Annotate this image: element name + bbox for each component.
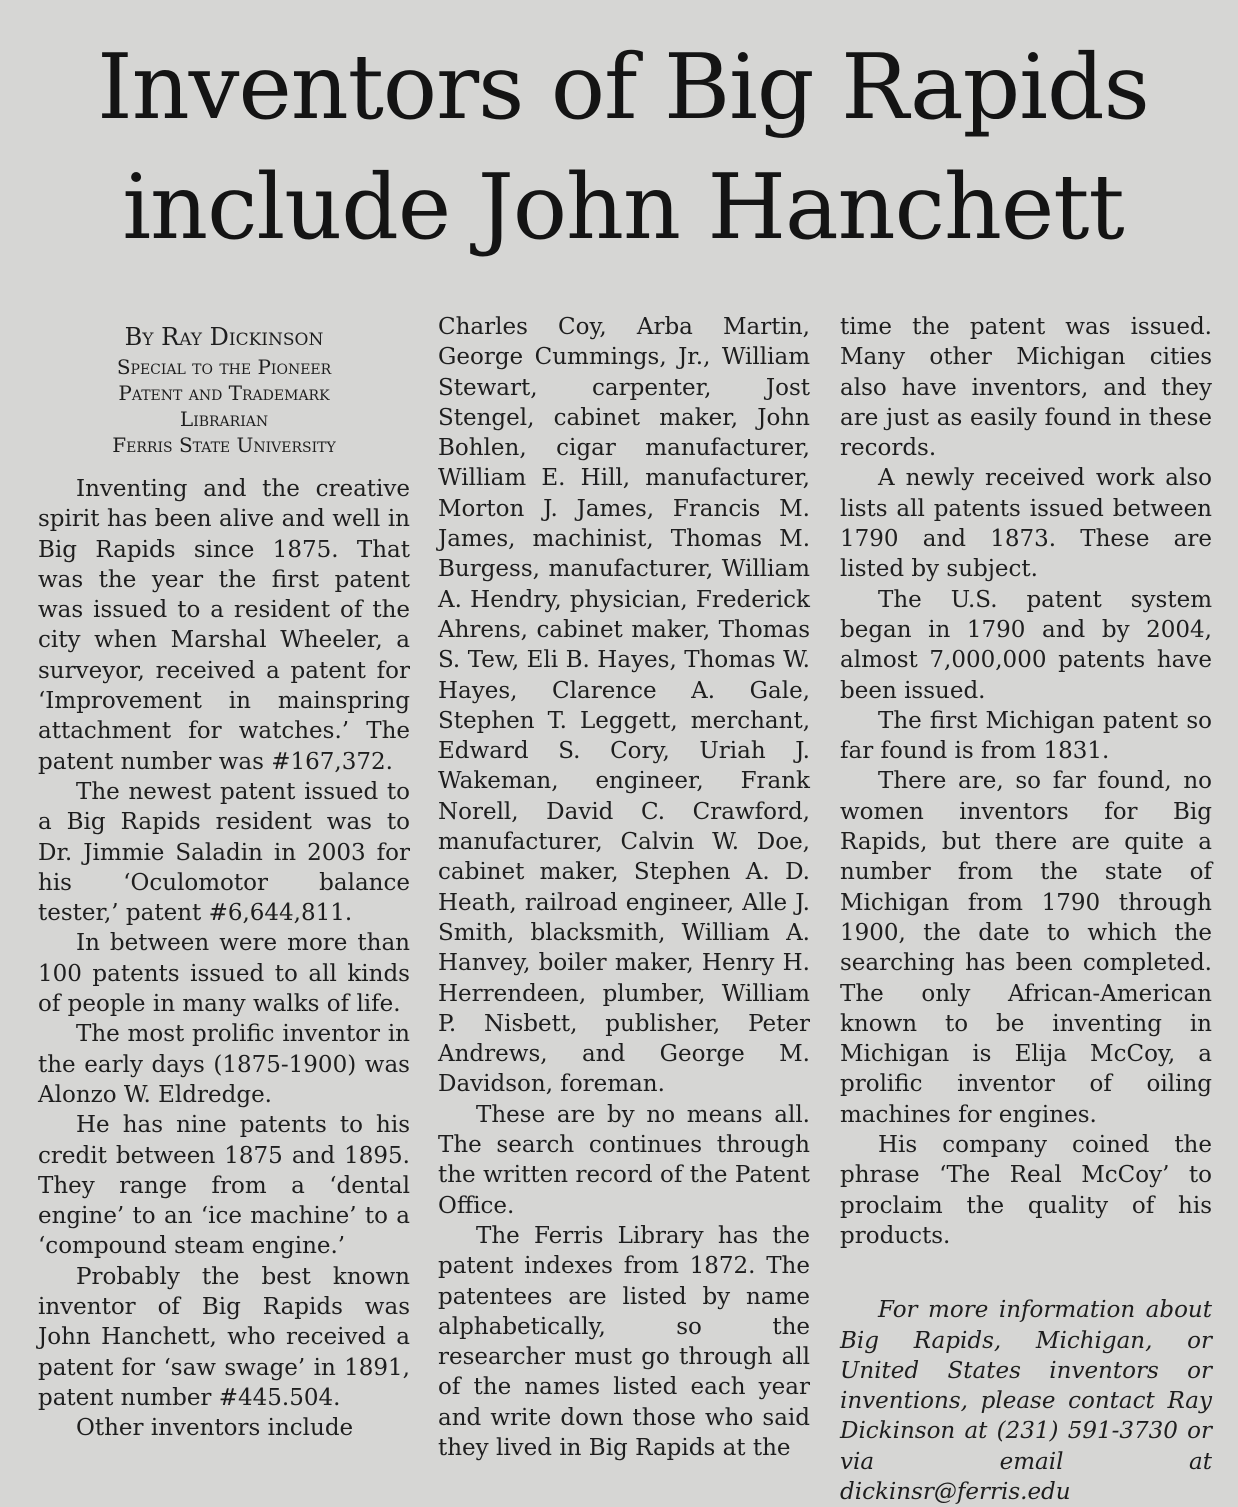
byline-line: Patent and Trademark — [118, 381, 330, 405]
byline-line: Ferris State University — [112, 433, 336, 457]
paragraph: These are by no means all. The search continues through the written record of the Patent Office. — [438, 1101, 810, 1219]
paragraph: Other inventors include — [76, 1415, 354, 1442]
paragraph: There are, so far found, no women inventors for Big Rapids, but there are quite a number from the state of Michigan from 1790 through 1900, the date to which the searching has been completed. The only African-American known to be inventing in Michigan is Elija McCoy, a prolific inventor of oiling machines for engines. — [840, 768, 1212, 1128]
paragraph: The newest patent issued to a Big Rapids resident was to Dr. Jimmie Saladin in 2003 for his ‘Oculomotor balance tester,’ patent #6,644,811. — [38, 778, 410, 927]
paragraph: time the patent was issued. Many other Michigan cities also have inventors, and they are just as easily found in these records. — [840, 314, 1212, 462]
paragraph: The most prolific inventor in the early days (1875-1900) was Alonzo W. Eldredge. — [38, 1021, 410, 1108]
paragraph: Probably the best known inventor of Big Rapids was John Hanchett, who received a patent for ‘saw swage’ in 1891, patent number #445.504. — [38, 1263, 410, 1411]
paragraph: The U.S. patent system began in 1790 and by 2004, almost 7,000,000 patents have been issued. — [840, 586, 1212, 704]
paragraph: The first Michigan patent so far found is from 1831. — [840, 707, 1212, 765]
byline-line: Librarian — [179, 407, 269, 431]
author-name: By Ray Dickinson — [124, 323, 324, 351]
paragraph: A newly received work also lists all patents issued between 1790 and 1873. These are listed by subject. — [840, 465, 1212, 583]
headline: Inventors of Big Rapids include John Hanchett — [97, 35, 1149, 260]
byline-line: Special to the Pioneer — [116, 355, 332, 379]
paragraph: He has nine patents to his credit between 1875 and 1895. They range from a ‘dental engine’ to an ‘ice machine’ to a ‘compound steam engine.’ — [38, 1112, 410, 1260]
contact-note: For more information about Big Rapids, Michigan, or United States inventors or inventions, please contact Ray Dickinson at (231) 591-3730 or via email at dickinsr@ferris.edu — [840, 1297, 1212, 1505]
paragraph: In between were more than 100 patents issued to all kinds of people in many walks of life. — [38, 930, 410, 1018]
column-1 — [38, 312, 410, 1444]
paragraph: Charles Coy, Arba Martin, George Cummings, Jr., William Stewart, carpenter, Jost Stengel, cabinet maker, John Bohlen, cigar manufacturer, William E. Hill, manufacturer, Morton J. James, Francis M. James, machinist, Thomas M. Burgess, manufacturer, William A. Hendry, physician, Frederick Ahrens, cabinet maker, Thomas S. Tew, Eli B. Hayes, Thomas W. Hayes, Clarence A. Gale, Stephen T. Leggett, merchant, Edward S. Cory, Uriah J. Wakeman, engineer, Frank Norell, David C. Crawford, manufacturer, Calvin W. Doe, cabinet maker, Stephen A. D. Heath, railroad engineer, Alle J. Smith, blacksmith, William A. Hanvey, boiler maker, Henry H. Herrendeen, plumber, William P. Nisbett, publisher, Peter Andrews, and George M. Davidson, foreman. — [438, 314, 810, 1098]
byline — [38, 320, 410, 458]
paragraph: His company coined the phrase ‘The Real McCoy’ to proclaim the quality of his products. — [840, 1132, 1212, 1249]
column-3 — [840, 312, 1212, 1507]
paragraph: The Ferris Library has the patent indexes from 1872. The patentees are listed by name alphabetically, so the researcher must go through all of the names listed each year and write down those who said they lived in Big Rapids at the — [438, 1222, 810, 1461]
paragraph: Inventing and the creative spirit has been alive and well in Big Rapids since 1875. That was the year the first patent was issued to a resident of the city when Marshal Wheeler, a surveyor, received a patent for ‘Improvement in mainspring attachment for watches.’ The patent number was #167,372. — [38, 476, 410, 775]
column-2 — [438, 312, 810, 1463]
